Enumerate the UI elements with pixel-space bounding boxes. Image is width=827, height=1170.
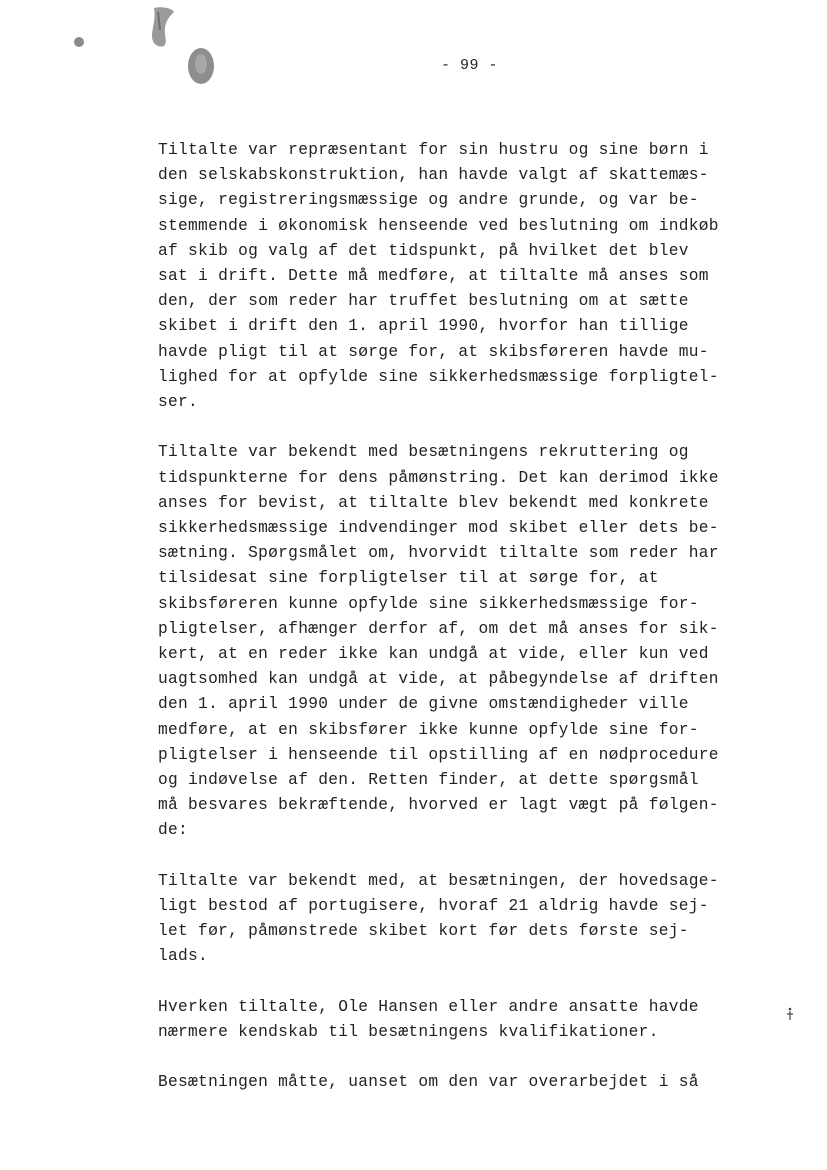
text-line: skibsføreren kunne opfylde sine sikkerhedsmæssige for- <box>158 594 699 613</box>
ink-smudge-mark <box>148 6 176 48</box>
text-line: Tiltalte var bekendt med besætningens rekruttering og <box>158 443 689 462</box>
ink-dot-mark <box>74 37 84 47</box>
text-line: nærmere kendskab til besætningens kvalifikationer. <box>158 1023 659 1042</box>
text-line: anses for bevist, at tiltalte blev bekendt med konkrete <box>158 493 709 512</box>
text-line: Tiltalte var repræsentant for sin hustru og sine børn i <box>158 141 709 159</box>
text-line: den 1. april 1990 under de givne omstændigheder ville <box>158 695 689 714</box>
text-line: sige, registreringsmæssige og andre grunde, og var be- <box>158 191 699 210</box>
text-line: Tiltalte var bekendt med, at besætningen, der hovedsage- <box>158 871 719 890</box>
text-line: den selskabskonstruktion, han havde valgt af skattemæs- <box>158 166 709 185</box>
document-body <box>158 138 758 1096</box>
text-line: lads. <box>158 947 209 966</box>
text-line: sætning. Spørgsmålet om, hvorvidt tiltalte som reder har <box>158 544 719 563</box>
text-line: de: <box>158 821 189 840</box>
text-line: lighed for at opfylde sine sikkerhedsmæssige forpligtel- <box>158 367 719 386</box>
text-line: pligtelser i henseende til opstilling af en nødprocedure <box>158 745 719 764</box>
punch-hole-mark <box>186 46 216 86</box>
text-line: stemmende i økonomisk henseende ved beslutning om indkøb <box>158 216 719 235</box>
paragraph-3 <box>158 869 758 970</box>
text-line: let før, påmønstrede skibet kort før dets første sej- <box>158 922 689 941</box>
text-line: tilsidesat sine forpligtelser til at sørge for, at <box>158 569 659 588</box>
text-line: Hverken tiltalte, Ole Hansen eller andre ansatte havde <box>158 997 699 1016</box>
paragraph-5 <box>158 1070 758 1095</box>
text-line: af skib og valg af det tidspunkt, på hvilket det blev <box>158 241 689 260</box>
text-line: den, der som reder har truffet beslutning om at sætte <box>158 292 689 311</box>
text-line: og indøvelse af den. Retten finder, at dette spørgsmål <box>158 771 699 790</box>
margin-mark <box>786 1006 794 1022</box>
text-line: kert, at en reder ikke kan undgå at vide, eller kun ved <box>158 645 709 664</box>
text-line: skibet i drift den 1. april 1990, hvorfor han tillige <box>158 317 689 336</box>
text-line: pligtelser, afhænger derfor af, om det må anses for sik- <box>158 619 719 638</box>
paragraph-2 <box>158 440 758 843</box>
paragraph-1 <box>158 138 758 415</box>
text-line: uagtsomhed kan undgå at vide, at påbegyndelse af driften <box>158 670 719 689</box>
text-line: sat i drift. Dette må medføre, at tiltalte må anses som <box>158 267 709 286</box>
text-line: medføre, at en skibsfører ikke kunne opfylde sine for- <box>158 720 699 739</box>
text-line: havde pligt til at sørge for, at skibsføreren havde mu- <box>158 342 709 361</box>
text-line: tidspunkterne for dens påmønstring. Det kan derimod ikke <box>158 468 719 487</box>
text-line: Besætningen måtte, uanset om den var overarbejdet i så <box>158 1073 699 1092</box>
text-line: ser. <box>158 393 199 412</box>
text-line: må besvares bekræftende, hvorved er lagt vægt på følgen- <box>158 796 719 815</box>
page-number: - 99 - <box>441 57 499 74</box>
paragraph-4 <box>158 995 758 1045</box>
text-line: sikkerhedsmæssige indvendinger mod skibet eller dets be- <box>158 519 719 538</box>
text-line: ligt bestod af portugisere, hvoraf 21 aldrig havde sej- <box>158 897 709 916</box>
